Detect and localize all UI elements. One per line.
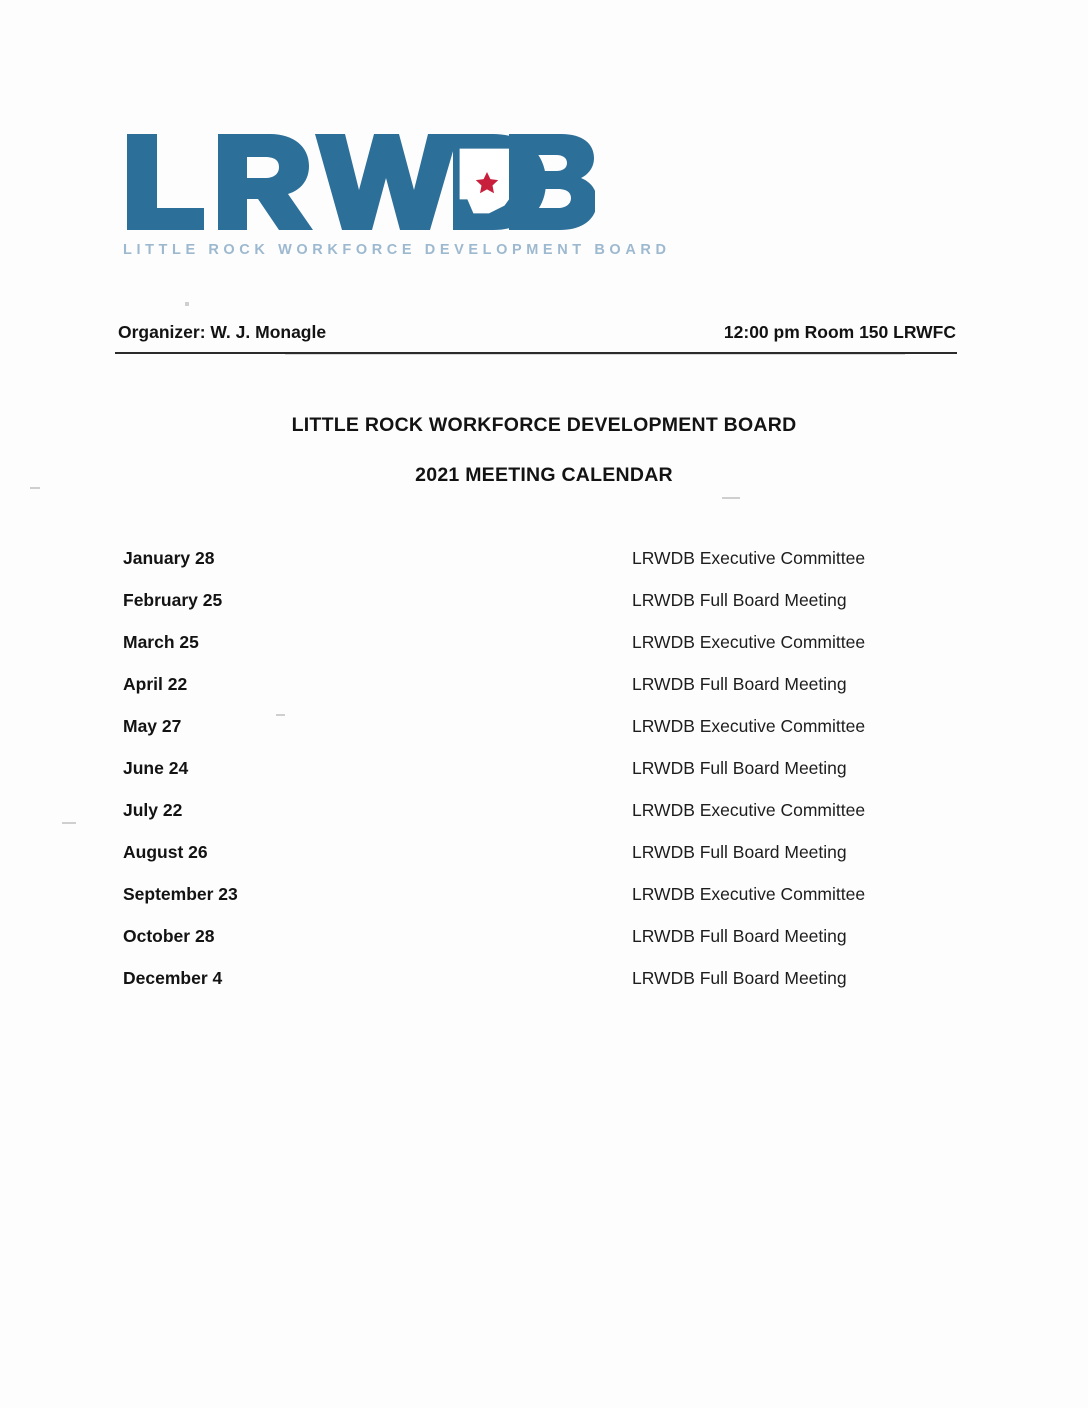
meeting-schedule-list: [0, 548, 1088, 1010]
logo-tagline: LITTLE ROCK WORKFORCE DEVELOPMENT BOARD: [123, 242, 671, 258]
schedule-row: [0, 674, 1088, 716]
meeting-type: LRWDB Full Board Meeting: [632, 674, 847, 694]
scan-artifact: [30, 487, 40, 489]
meeting-date: March 25: [123, 632, 199, 652]
lrwdb-wordmark-icon: [123, 128, 595, 236]
meeting-type: LRWDB Executive Committee: [632, 632, 866, 652]
meeting-type: LRWDB Executive Committee: [632, 548, 866, 568]
meeting-time-location: 12:00 pm Room 150 LRWFC: [723, 322, 956, 342]
scan-artifact: [185, 302, 189, 306]
page-title: LITTLE ROCK WORKFORCE DEVELOPMENT BOARD: [291, 414, 797, 436]
meeting-type: LRWDB Executive Committee: [632, 884, 866, 904]
meeting-type: LRWDB Executive Committee: [632, 716, 866, 736]
meeting-date: August 26: [123, 842, 208, 862]
meeting-type: LRWDB Full Board Meeting: [632, 842, 847, 862]
meeting-date: October 28: [123, 926, 215, 946]
schedule-row: [0, 758, 1088, 800]
meeting-type: LRWDB Full Board Meeting: [632, 968, 847, 988]
schedule-row: [0, 800, 1088, 842]
meeting-date: July 22: [123, 800, 183, 820]
scan-artifact: [62, 822, 76, 824]
document-title-block: [0, 414, 1088, 487]
meeting-date: June 24: [123, 758, 189, 778]
schedule-row: [0, 884, 1088, 926]
meeting-date: February 25: [123, 590, 223, 610]
schedule-row: [0, 926, 1088, 968]
meeting-date: September 23: [123, 884, 238, 904]
meeting-date: December 4: [123, 968, 223, 988]
meeting-type: LRWDB Executive Committee: [632, 800, 866, 820]
schedule-row: [0, 632, 1088, 674]
schedule-row: [0, 590, 1088, 632]
meeting-type: LRWDB Full Board Meeting: [632, 926, 847, 946]
schedule-row: [0, 968, 1088, 1010]
schedule-row: [0, 842, 1088, 884]
meeting-date: January 28: [123, 548, 215, 568]
scan-artifact: [276, 714, 285, 716]
meeting-type: LRWDB Full Board Meeting: [632, 590, 847, 610]
schedule-row: [0, 716, 1088, 758]
page-subtitle: 2021 MEETING CALENDAR: [415, 464, 673, 486]
meeting-date: May 27: [123, 716, 182, 736]
organizer-header-row: [118, 322, 956, 343]
scan-artifact: [722, 497, 740, 499]
schedule-row: [0, 548, 1088, 590]
organizer-label: Organizer: W. J. Monagle: [118, 322, 327, 342]
header-divider: [115, 352, 957, 354]
meeting-type: LRWDB Full Board Meeting: [632, 758, 847, 778]
meeting-date: April 22: [123, 674, 188, 694]
lrwdb-logo: [123, 128, 671, 258]
